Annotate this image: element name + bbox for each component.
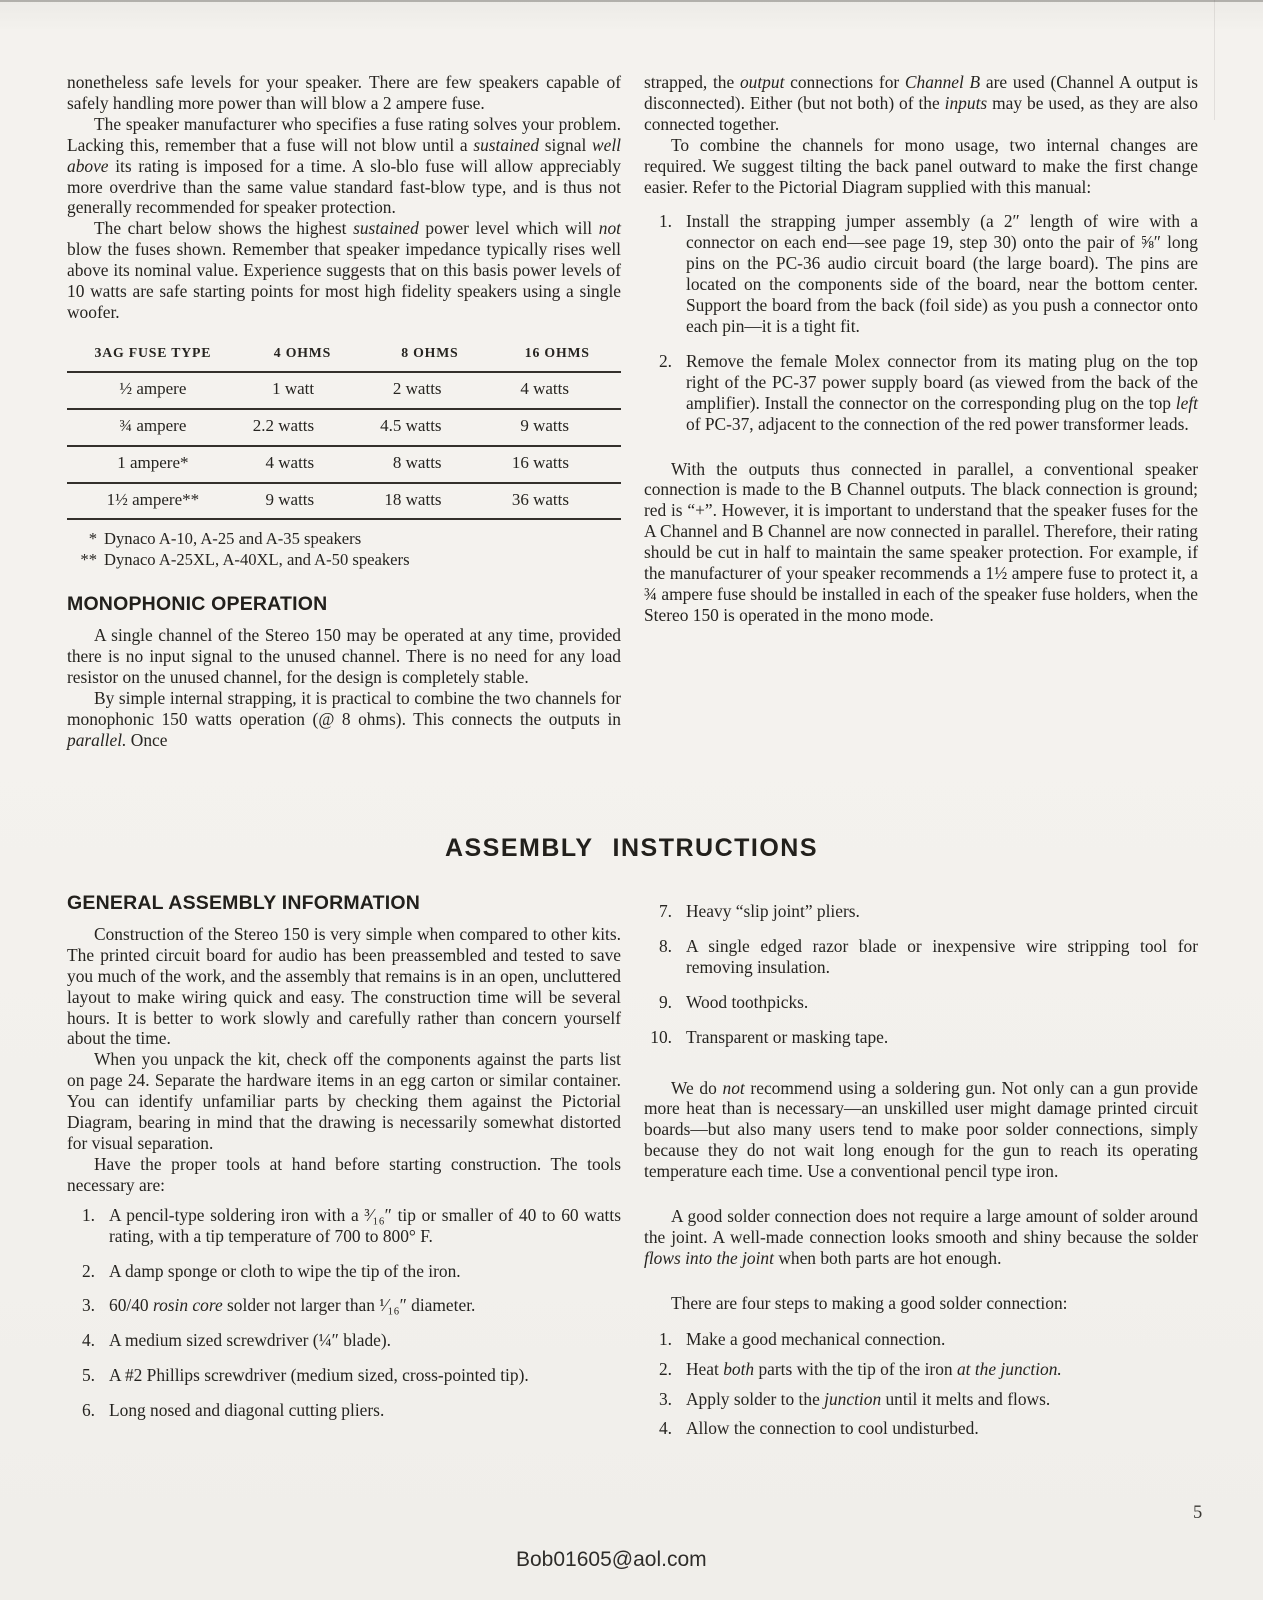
- item-number: 5.: [81, 1365, 95, 1386]
- table-cell: 16 watts: [511, 452, 569, 472]
- item-number: 6.: [81, 1400, 95, 1421]
- scan-right-edge: [1214, 0, 1215, 120]
- item-number: 1.: [658, 1328, 672, 1349]
- solder-step-item: [644, 1359, 1198, 1380]
- table-head: [67, 338, 621, 372]
- item-number: 8.: [658, 935, 672, 956]
- item-number: 1.: [658, 211, 672, 232]
- tool-list-item: [67, 1330, 621, 1351]
- tool-list-item: [67, 1365, 621, 1386]
- fuse-rating-table: [67, 338, 621, 521]
- footnote-text: Dynaco A-25XL, A-40XL, and A-50 speakers: [104, 549, 410, 569]
- table-cell: 4 watts: [265, 452, 315, 472]
- column-top-right: [644, 72, 1198, 626]
- item-number: 3.: [81, 1295, 95, 1316]
- item-text: Wood toothpicks.: [686, 991, 809, 1012]
- table-cell: ¾ ampere: [119, 415, 187, 435]
- paragraph: To combine the channels for mono usage, two internal changes are required. We suggest tilting the back panel outward to make the first change easier. Refer to the Pictorial Diagram supplied with this manual:: [644, 134, 1198, 197]
- table-cell: 4 watts: [520, 378, 569, 398]
- table-header-cell: 8 OHMS: [401, 344, 459, 360]
- item-number: 2.: [658, 350, 672, 371]
- paragraph: There are four steps to making a good solder connection:: [671, 1292, 1068, 1313]
- paragraph: Have the proper tools at hand before starting construction. The tools necessary are:: [67, 1153, 621, 1195]
- item-number: 4.: [658, 1418, 672, 1439]
- table-cell: 36 watts: [511, 489, 569, 509]
- tool-list-item: [644, 901, 1198, 922]
- item-text: Long nosed and diagonal cutting pliers.: [109, 1400, 385, 1421]
- section-heading-general-assembly: GENERAL ASSEMBLY INFORMATION: [67, 892, 421, 914]
- footnote-text: Dynaco A-10, A-25 and A-35 speakers: [104, 529, 362, 549]
- column-top-left: [67, 72, 621, 751]
- table-cell: 1 watt: [272, 378, 315, 398]
- table-header-cell: 4 OHMS: [273, 344, 332, 360]
- item-text: Heat both parts with the tip of the iron at the junction.: [686, 1358, 1062, 1379]
- column-bottom-right: [644, 895, 1198, 1439]
- item-text: A #2 Phillips screwdriver (medium sized, cross-pointed tip).: [109, 1365, 529, 1386]
- paragraph: A single channel of the Stereo 150 may be operated at any time, provided there is no input signal to the unused channel. There is no need for any load resistor on the unused channel, for the design is completely stable.: [67, 625, 621, 688]
- item-number: 7.: [658, 901, 672, 921]
- table-cell: 1½ ampere**: [106, 489, 200, 509]
- item-text: Remove the female Molex connector from its mating plug on the top right of the PC-37 power supply board (as viewed from the back of the amplifier). Install the connector on the corresponding plug on the top left of PC-37, adjacent to the connection of the red power transformer leads.: [686, 350, 1198, 434]
- item-text: A single edged razor blade or inexpensive wire stripping tool for removing insulation.: [686, 935, 1198, 977]
- table-cell: ½ ampere: [119, 378, 187, 398]
- table-cell: 8 watts: [392, 452, 442, 472]
- tool-list-item: [67, 1295, 621, 1316]
- tool-list-item: [67, 1261, 621, 1282]
- paragraph: The chart below shows the highest sustained power level which will not blow the fuses shown. Remember that speaker impedance typically rises well above its nominal value. Experience suggests that on this basis power levels of 10 watts are safe starting points for most high fidelity speakers using a single woofer.: [67, 218, 621, 322]
- solder-step-item: [644, 1418, 1198, 1439]
- item-text: Install the strapping jumper assembly (a 2″ length of wire with a connector on each end—see page 19, step 30) onto the pair of ⅝″ long pins on the PC-36 audio circuit board (the large board). The pins are located on the components side of the board, near the bottom center. Support the board from the back (foil side) as you push a connector onto each pin—it is a tight fit.: [686, 211, 1198, 336]
- paragraph: Construction of the Stereo 150 is very simple when compared to other kits. The printed circuit board for audio has been preassembled and tested to save you much of the work, and the assembly that remains is in an open, uncluttered layout to make wiring quick and easy. The construction time will be several hours. It is better to work slowly and carefully rather than concern yourself about the time.: [67, 923, 621, 1049]
- item-number: 2.: [81, 1260, 95, 1281]
- item-text: A damp sponge or cloth to wipe the tip of the iron.: [109, 1260, 461, 1281]
- table-row: [67, 372, 621, 409]
- solder-step-item: [644, 1329, 1198, 1350]
- item-number: 10.: [650, 1026, 672, 1047]
- table-footnote: [67, 550, 621, 571]
- tool-list-item: [644, 992, 1198, 1013]
- table-header-row: [67, 338, 621, 372]
- table-row: [67, 483, 621, 520]
- table-cell: 9 watts: [520, 415, 569, 435]
- paragraph: A good solder connection does not require a large amount of solder around the joint. A well-made connection looks smooth and shiny because the solder flows into the joint when both parts are hot enough.: [644, 1206, 1198, 1268]
- page-heading-assembly-instructions: ASSEMBLY INSTRUCTIONS: [444, 834, 819, 862]
- paragraph: We do not recommend using a soldering gun. Not only can a gun provide more heat than is necessary—an unskilled user might damage printed circuit boards—but also many users tend to make poor solder connections, simply because they do not wait long enough for the gun to reach its operating temperature each time. Use a conventional pencil type iron.: [644, 1077, 1199, 1182]
- paragraph: By simple internal strapping, it is practical to combine the two channels for monophonic 150 watts operation (@ 8 ohms). This connects the outputs in parallel. Once: [67, 688, 621, 750]
- item-text: Heavy “slip joint” pliers.: [686, 901, 860, 921]
- solder-step-item: [644, 1389, 1198, 1410]
- table-cell: 18 watts: [384, 489, 442, 509]
- table-cell: 2.2 watts: [252, 415, 315, 435]
- item-number: 9.: [658, 991, 672, 1012]
- tool-list-item: [67, 1205, 621, 1247]
- table-row: [67, 446, 621, 483]
- page-number: 5: [1193, 1503, 1203, 1523]
- item-number: 4.: [81, 1330, 95, 1351]
- table-row: [67, 409, 621, 446]
- paragraph: The speaker manufacturer who specifies a fuse rating solves your problem. Lacking this, remember that a fuse will not blow until a sustained signal well above its rating is imposed for a time. A slo-blo fuse will allow appreciably more overdrive than the same value standard fast-blow type, and is thus not generally recommended for speaker protection.: [67, 113, 621, 218]
- tool-list-item: [67, 1400, 621, 1421]
- item-text: Make a good mechanical connection.: [686, 1328, 946, 1349]
- column-bottom-left: [67, 893, 621, 1421]
- item-text: Apply solder to the junction until it melts and flows.: [686, 1388, 1051, 1409]
- item-number: 2.: [658, 1358, 672, 1379]
- paragraph: nonetheless safe levels for your speaker. There are few speakers capable of safely handling more power than will blow a 2 ampere fuse.: [67, 72, 621, 113]
- item-text: 60/40 rosin core solder not larger than ¹⁄₁₆″ diameter.: [109, 1295, 476, 1316]
- table-footnote: [67, 529, 621, 550]
- table-cell: 2 watts: [392, 378, 442, 398]
- tool-list-item: [644, 1027, 1198, 1048]
- footnote-marker: **: [80, 549, 97, 569]
- tool-list-item: [644, 936, 1198, 978]
- item-number: 1.: [81, 1204, 95, 1225]
- item-text: Allow the connection to cool undisturbed.: [686, 1418, 979, 1439]
- numbered-item: [644, 351, 1198, 435]
- table-cell: 4.5 watts: [380, 415, 442, 435]
- item-number: 3.: [658, 1388, 672, 1409]
- item-text: Transparent or masking tape.: [686, 1026, 889, 1047]
- paragraph: strapped, the output connections for Channel B are used (Channel A output is disconnected). Either (but not both) of the inputs may be used, as they are also connected together.: [644, 72, 1199, 134]
- scan-top-edge: [0, 0, 1263, 2]
- section-heading-monophonic-operation: MONOPHONIC OPERATION: [67, 593, 328, 616]
- table-cell: 1 ampere*: [117, 452, 189, 472]
- item-text: A medium sized screwdriver (¼″ blade).: [109, 1330, 392, 1351]
- item-text: A pencil-type soldering iron with a ³⁄₁₆″ tip or smaller of 40 to 60 watts rating, with a tip temperature of 700 to 800° F.: [109, 1204, 621, 1246]
- table-body: [67, 372, 621, 520]
- footnote-marker: *: [88, 529, 97, 549]
- table-cell: 9 watts: [265, 489, 315, 509]
- paragraph: When you unpack the kit, check off the components against the parts list on page 24. Separate the hardware items in an egg carton or similar container. You can identify unfamiliar parts by checking them against the Pictorial Diagram, bearing in mind that the drawing is necessarily somewhat distorted for visual separation.: [67, 1049, 621, 1153]
- table-header-cell: 3AG FUSE TYPE: [94, 344, 212, 360]
- watermark-email: Bob01605@aol.com: [516, 1548, 707, 1571]
- paragraph: With the outputs thus connected in parallel, a conventional speaker connection is made to the B Channel outputs. The black connection is ground; red is “+”. However, it is important to understand that the speaker fuses for the A Channel and B Channel are now connected in parallel. Therefore, their rating should be cut in half to maintain the same speaker protection. For example, if the manufacturer of your speaker recommends a 1½ ampere fuse to protect it, a ¾ ampere fuse should be installed in each of the speaker fuse holders, when the Stereo 150 is operated in the mono mode.: [644, 458, 1198, 625]
- table-header-cell: 16 OHMS: [524, 344, 590, 360]
- numbered-item: [644, 211, 1198, 336]
